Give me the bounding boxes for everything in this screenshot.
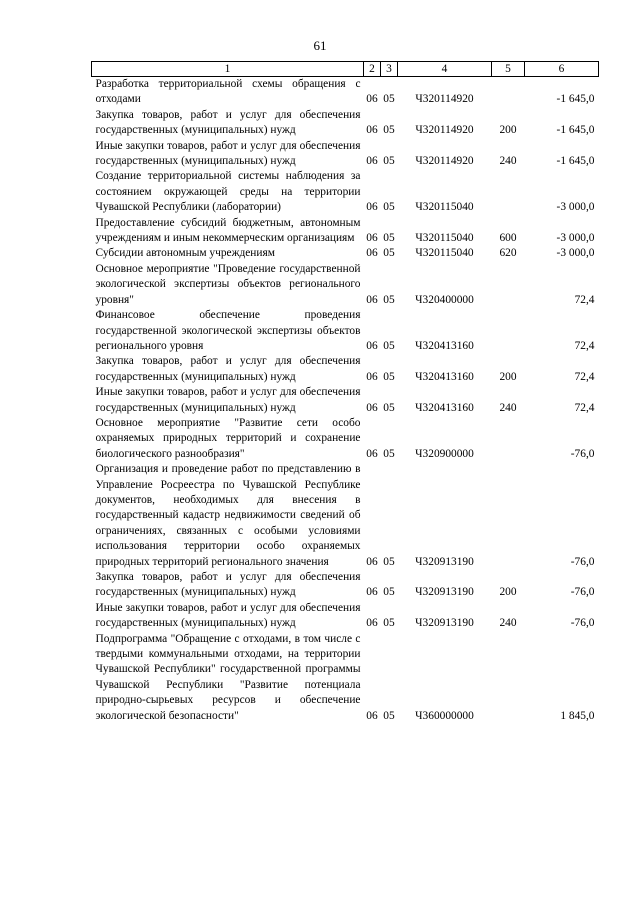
table-row (92, 216, 599, 247)
row-amount: -3 000,0 (556, 247, 595, 260)
row-subsection: 05 (383, 709, 395, 722)
row-target-article: Ч320913190 (415, 555, 474, 568)
row-section: 06 (366, 339, 378, 352)
table-row (92, 416, 599, 462)
row-target-article: Ч320115040 (415, 201, 474, 214)
row-section: 06 (366, 617, 378, 630)
table-row (92, 385, 599, 416)
row-subsection: 05 (383, 293, 395, 306)
row-target-article: Ч320114920 (415, 124, 474, 137)
row-target-article: Ч320413160 (415, 339, 474, 352)
row-section: 06 (366, 201, 378, 214)
row-section: 06 (366, 586, 378, 599)
row-target-article: Ч320115040 (415, 232, 474, 245)
row-subsection: 05 (383, 201, 395, 214)
row-section: 06 (366, 93, 378, 106)
row-section: 06 (366, 370, 378, 383)
header-cell-3: 3 (381, 62, 398, 77)
row-amount: 72,4 (574, 401, 595, 414)
row-subsection: 05 (383, 370, 395, 383)
header-cell-5: 5 (492, 62, 525, 77)
row-subsection: 05 (383, 447, 395, 460)
row-name: Предоставление субсидий бюджетным, автономным учреждениям и иным некоммерческим организациям (95, 216, 361, 245)
header-row (92, 62, 599, 77)
table-row (92, 169, 599, 215)
row-name: Разработка территориальной схемы обращения с отходами (95, 78, 361, 106)
row-expense-type: 200 (499, 124, 517, 137)
row-section: 06 (366, 247, 378, 260)
row-section: 06 (366, 155, 378, 168)
row-target-article: Ч360000000 (415, 709, 474, 722)
row-amount: -76,0 (570, 447, 595, 460)
row-expense-type (492, 308, 525, 354)
row-section: 06 (366, 124, 378, 137)
row-amount: -3 000,0 (556, 201, 595, 214)
row-expense-type: 240 (499, 617, 517, 630)
row-amount: -76,0 (570, 555, 595, 568)
row-expense-type (492, 77, 525, 108)
row-subsection: 05 (383, 617, 395, 630)
row-subsection: 05 (383, 155, 395, 168)
row-name: Закупка товаров, работ и услуг для обеспечения государственных (муниципальных) нужд (95, 355, 361, 383)
table-row (92, 354, 599, 385)
row-target-article: Ч320114920 (415, 155, 474, 168)
row-subsection: 05 (383, 339, 395, 352)
row-section: 06 (366, 447, 378, 460)
row-target-article: Ч320913190 (415, 617, 474, 630)
row-name: Закупка товаров, работ и услуг для обеспечения государственных (муниципальных) нужд (95, 571, 361, 599)
row-expense-type: 240 (499, 401, 517, 414)
row-amount: 72,4 (574, 370, 595, 383)
row-expense-type: 200 (499, 586, 517, 599)
row-target-article: Ч320413160 (415, 401, 474, 414)
row-name: Иные закупки товаров, работ и услуг для обеспечения государственных (муниципальных) нужд (95, 386, 361, 414)
table-row (92, 139, 599, 170)
row-name: Создание территориальной системы наблюдения за состоянием окружающей среды на территории Чувашской Республики (лаборатории) (95, 170, 361, 214)
table-row (92, 262, 599, 308)
row-name: Иные закупки товаров, работ и услуг для обеспечения государственных (муниципальных) нужд (95, 601, 361, 630)
row-name: Иные закупки товаров, работ и услуг для обеспечения государственных (муниципальных) нужд (95, 139, 361, 168)
row-subsection: 05 (383, 93, 395, 106)
row-expense-type: 600 (499, 232, 517, 245)
row-subsection: 05 (383, 401, 395, 414)
row-section: 06 (366, 555, 378, 568)
table-row (92, 246, 599, 261)
row-name: Финансовое обеспечение проведения государственной экологической экспертизы объектов регионального уровня (95, 309, 361, 352)
table-row (92, 77, 599, 108)
row-amount: 72,4 (574, 339, 595, 352)
row-name: Организация и проведение работ по представлению в Управление Росреестра по Чувашской Республике документов, необходимых для внесения в государственный кадастр недвижимости сведений об ограничениях, связанных с особыми условиями использования территории особо охраняемых природных территорий регионального значения (95, 463, 361, 568)
row-section: 06 (366, 709, 378, 722)
header-cell-2: 2 (364, 62, 381, 77)
row-subsection: 05 (383, 586, 395, 599)
row-name: Основное мероприятие "Развитие сети особо охраняемых природных территорий и сохранение биологического разнообразия" (95, 416, 361, 460)
row-name: Субсидии автономным учреждениям (95, 247, 275, 260)
row-subsection: 05 (383, 555, 395, 568)
table-row (92, 108, 599, 139)
row-name: Закупка товаров, работ и услуг для обеспечения государственных (муниципальных) нужд (95, 108, 361, 137)
row-target-article: Ч320115040 (415, 247, 474, 260)
row-target-article: Ч320400000 (415, 293, 474, 306)
row-amount: 72,4 (574, 293, 595, 306)
row-target-article: Ч320913190 (415, 586, 474, 599)
row-expense-type (492, 169, 525, 215)
row-amount: -76,0 (570, 617, 595, 630)
row-expense-type (492, 632, 525, 724)
header-cell-4: 4 (398, 62, 492, 77)
table-row (92, 308, 599, 354)
table-row (92, 632, 599, 724)
row-section: 06 (366, 293, 378, 306)
row-expense-type: 620 (499, 247, 517, 260)
header-cell-1: 1 (92, 62, 364, 77)
row-subsection: 05 (383, 232, 395, 245)
table-row (92, 462, 599, 570)
row-section: 06 (366, 401, 378, 414)
row-amount: 1 845,0 (560, 709, 595, 722)
row-section: 06 (366, 232, 378, 245)
row-expense-type: 200 (499, 370, 517, 383)
table-row (92, 601, 599, 632)
row-expense-type (492, 262, 525, 308)
row-amount: -3 000,0 (556, 232, 595, 245)
row-amount: -76,0 (570, 586, 595, 599)
row-expense-type (492, 462, 525, 570)
row-target-article: Ч320413160 (415, 370, 474, 383)
header-cell-6: 6 (525, 62, 599, 77)
row-target-article: Ч320900000 (415, 447, 474, 460)
row-subsection: 05 (383, 247, 395, 260)
row-expense-type (492, 416, 525, 462)
row-amount: -1 645,0 (556, 124, 595, 137)
row-subsection: 05 (383, 124, 395, 137)
budget-table (91, 61, 599, 724)
table-row (92, 570, 599, 601)
row-target-article: Ч320114920 (415, 93, 474, 106)
row-name: Основное мероприятие "Проведение государственной экологической экспертизы объектов регионального уровня" (95, 262, 361, 306)
row-amount: -1 645,0 (556, 155, 595, 168)
row-expense-type: 240 (499, 155, 517, 168)
row-name: Подпрограмма "Обращение с отходами, в том числе с твердыми коммунальными отходами, на территории Чувашской Республики" государственной программы Чувашской Республики "Развитие потенциала природно-сырьевых ресурсов и обеспечение экологической безопасности" (95, 632, 361, 722)
row-amount: -1 645,0 (556, 93, 595, 106)
page-number: 61 (313, 38, 327, 53)
